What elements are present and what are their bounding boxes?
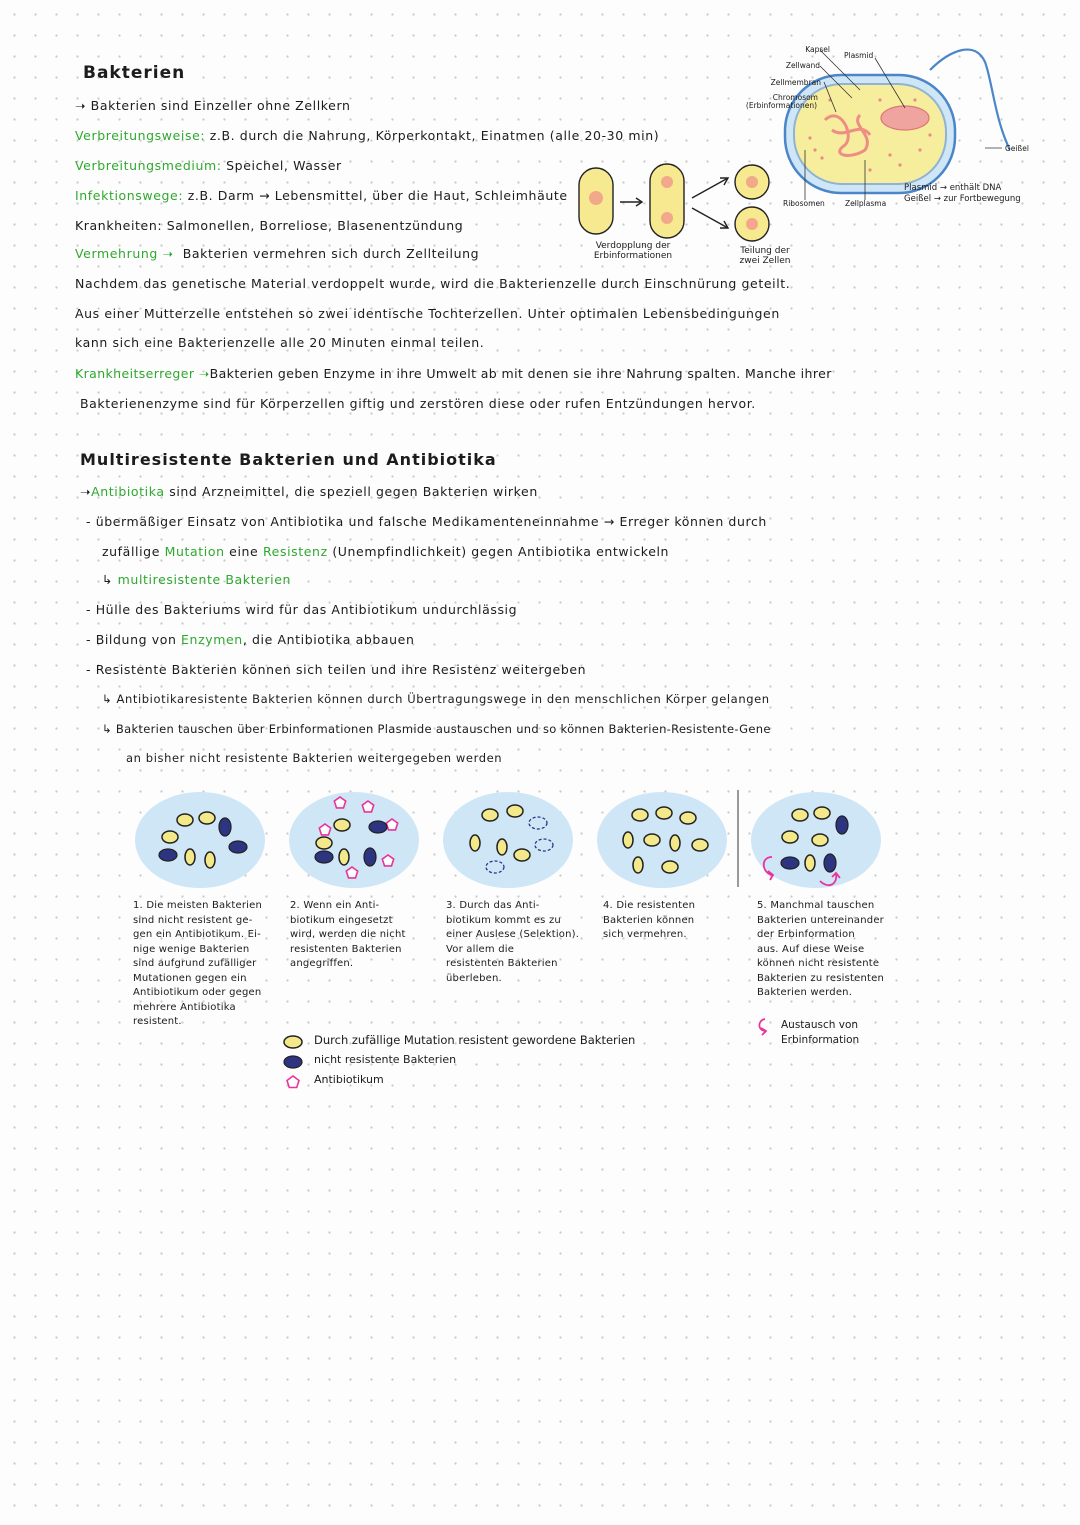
verbreitungsmedium-label: Verbreitungsmedium: bbox=[75, 158, 222, 173]
bullet-4: - Resistente Bakterien können sich teilen und ihre Resistenz weitergeben bbox=[86, 662, 587, 677]
sub-bullet-1: ↳ Antibiotikaresistente Bakterien können durch Übertragungswege in den menschlichen Körper gelangen bbox=[102, 692, 770, 706]
label-chromosom-sub: (Erbinformationen) bbox=[745, 101, 817, 110]
infektionswege-line bbox=[75, 188, 568, 203]
note-plasmid: Plasmid → enthält DNA bbox=[904, 183, 1002, 193]
step-1-circle bbox=[135, 792, 265, 888]
sub-bullet-2b: an bisher nicht resistente Bakterien weitergegeben werden bbox=[126, 751, 503, 765]
vermehrung-text: Bakterien vermehren sich durch Zellteilung bbox=[182, 246, 480, 261]
intro-line: ➝ Bakterien sind Einzeller ohne Zellkern bbox=[75, 98, 351, 113]
doubled-cell bbox=[650, 164, 684, 238]
mother-cell bbox=[579, 168, 613, 234]
bullet-3: - Bildung von Enzymen, die Antibiotika abbauen bbox=[86, 632, 415, 647]
label-plasmid: Plasmid bbox=[844, 51, 874, 60]
step-4-circle bbox=[597, 792, 727, 888]
note-geissel: Geißel → zur Fortbewegung bbox=[904, 194, 1021, 204]
label-zellwand: Zellwand bbox=[785, 61, 820, 70]
step-2-caption: 2. Wenn ein Anti- biotikum eingesetzt wird, werden die nicht resistenten Bakterien angegriffen. bbox=[290, 900, 406, 969]
paragraph-2: Aus einer Mutterzelle entstehen so zwei identische Tochterzellen. Unter optimalen Lebensbedingungen bbox=[75, 306, 780, 321]
section-title-bakterien: Bakterien bbox=[83, 63, 186, 83]
verbreitungsmedium-line bbox=[75, 158, 342, 173]
selection-diagram bbox=[130, 785, 890, 895]
label-geissel: Geißel bbox=[1005, 144, 1029, 153]
bullet-1: - übermäßiger Einsatz von Antibiotika und falsche Medikamenteneinnahme → Erreger können durch bbox=[86, 514, 767, 529]
label-zellmembran: Zellmembran bbox=[770, 78, 821, 87]
paragraph-1: Nachdem das genetische Material verdoppelt wurde, wird die Bakterienzelle durch Einschnürung geteilt. bbox=[75, 276, 791, 291]
step-3-caption: 3. Durch das Anti- biotikum kommt es zu einer Auslese (Selektion). Vor allem die resistenten Bakterien überleben. bbox=[446, 900, 580, 984]
step-5-circle bbox=[751, 792, 881, 888]
verbreitungsmedium-text: Speichel, Wasser bbox=[226, 158, 342, 173]
label-kapsel: Kapsel bbox=[805, 45, 830, 54]
arrow-2 bbox=[692, 178, 728, 198]
section-title-multiresistent: Multiresistente Bakterien und Antibiotika bbox=[80, 450, 497, 469]
label-ribosomen: Ribosomen bbox=[783, 199, 825, 208]
resistenz-term: Resistenz bbox=[262, 544, 328, 559]
daughter-cell-2 bbox=[735, 207, 769, 241]
label-chromosom: Chromosom bbox=[772, 93, 818, 102]
multiresistent-line: ↳ multiresistente Bakterien bbox=[102, 572, 292, 587]
krankheiten-line: Krankheiten: Salmonellen, Borreliose, Blasenentzündung bbox=[75, 218, 464, 233]
step-3-circle bbox=[443, 792, 573, 888]
arrow-3 bbox=[692, 208, 728, 228]
plasmid bbox=[881, 106, 929, 130]
enzyme-term: Enzymen bbox=[181, 632, 243, 647]
antibiotika-label: Antibiotika bbox=[91, 484, 165, 499]
krankheitserreger-line: Krankheitserreger ➝Bakterien geben Enzyme in ihre Umwelt ab mit denen sie ihre Nahrung spalten. Manche ihrer bbox=[75, 366, 832, 381]
krankheitserreger-label: Krankheitserreger bbox=[75, 366, 195, 381]
verbreitungsweise-label: Verbreitungsweise: bbox=[75, 128, 206, 143]
step-1-caption: 1. Die meisten Bakterien sind nicht resistent ge- gen ein Antibiotikum. Ei- nige wenige Bakterien sind aufgrund zufälliger Mutationen gegen ein Antibiotikum oder gegen mehrere Antibiotika resistent. bbox=[133, 900, 263, 1027]
sub-bullet-2: ↳ Bakterien tauschen über Erbinformationen Plasmide austauschen und so können Bakterien-Resistente-Gene bbox=[102, 722, 771, 736]
step-5-caption: 5. Manchmal tauschen Bakterien untereinander der Erbinformation aus. Auf diese Weise können nicht resistente Bakterien zu resistenten Bakterien werden. bbox=[757, 900, 885, 998]
vermehrung-label: Vermehrung bbox=[75, 246, 158, 261]
multiresistent-term: multiresistente Bakterien bbox=[117, 572, 292, 587]
krankheitserreger-text: Bakterien geben Enzyme in ihre Umwelt ab mit denen sie ihre Nahrung spalten. Manche ihrer bbox=[209, 366, 832, 381]
paragraph-4: Bakterienenzyme sind für Körperzellen giftig und zerstören diese oder rufen Entzündungen hervor. bbox=[80, 396, 756, 411]
antibiotika-text: sind Arzneimittel, die speziell gegen Bakterien wirken bbox=[169, 484, 538, 499]
vermehrung-line: Vermehrung ➝ Bakterien vermehren sich durch Zellteilung bbox=[75, 246, 480, 261]
exchange-legend-icon bbox=[755, 1016, 775, 1036]
bullet-2: - Hülle des Bakteriums wird für das Antibiotikum undurchlässig bbox=[86, 602, 518, 617]
daughter-cell-1 bbox=[735, 165, 769, 199]
verbreitungsweise-text: z.B. durch die Nahrung, Körperkontakt, Einatmen (alle 20-30 min) bbox=[209, 128, 660, 143]
infektionswege-text: z.B. Darm → Lebensmittel, über die Haut, Schleimhäute bbox=[187, 188, 568, 203]
step-2-circle bbox=[289, 792, 419, 888]
antibiotika-line: ➝Antibiotika sind Arzneimittel, die speziell gegen Bakterien wirken bbox=[80, 484, 538, 499]
step-4-caption: 4. Die resistenten Bakterien können sich vermehren. bbox=[603, 900, 696, 940]
verbreitungsweise-line bbox=[75, 128, 659, 143]
division-label-left: Verdopplung der Erbinformationen bbox=[593, 241, 673, 261]
intro-text: Bakterien sind Einzeller ohne Zellkern bbox=[90, 98, 351, 113]
mutation-term: Mutation bbox=[164, 544, 225, 559]
bullet-1b: zufällige Mutation eine Resistenz (Unempfindlichkeit) gegen Antibiotika entwickeln bbox=[102, 544, 670, 559]
division-label-right: Teilung der zwei Zellen bbox=[739, 246, 791, 266]
paragraph-3: kann sich eine Bakterienzelle alle 20 Minuten einmal teilen. bbox=[75, 335, 485, 350]
infektionswege-label: Infektionswege: bbox=[75, 188, 184, 203]
label-zellplasma: Zellplasma bbox=[845, 199, 887, 208]
